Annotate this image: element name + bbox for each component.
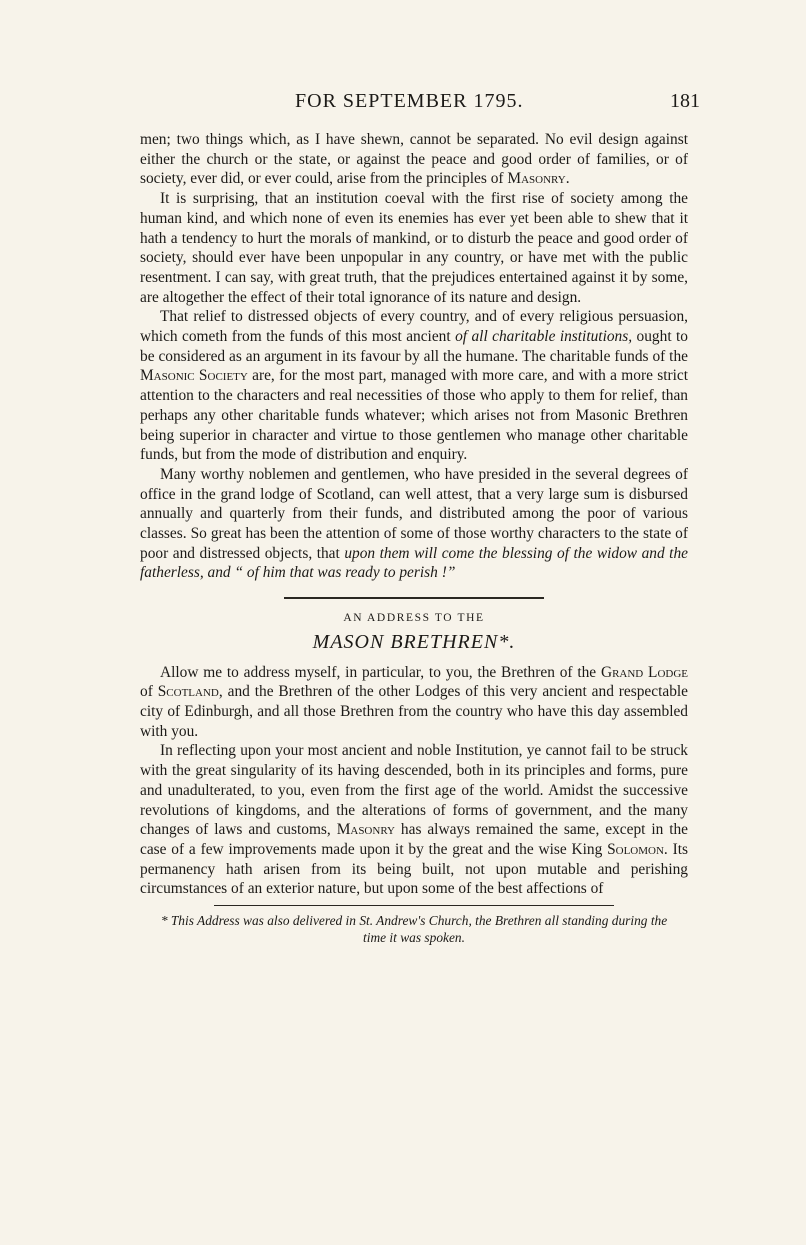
section-divider — [284, 597, 544, 599]
p5-of: of — [140, 683, 153, 701]
paragraph-1 — [140, 130, 688, 189]
p3-masonic-society: Masonic Society — [140, 367, 248, 385]
paragraph-5 — [140, 663, 688, 742]
paragraph-6 — [140, 741, 688, 899]
address-subtitle: AN ADDRESS TO THE — [343, 612, 485, 625]
paragraph-2: It is surprising, that an institution coeval with the first rise of society among the human kind, and which none of even its enemies has ever yet been able to shew that it hath a tendency to hurt the morals of mankind, or to disturb the peace and good order of society, should ever have been unpopular in any country, or have met with the public resentment. I can say, with great truth, that the prejudices entertained against it by some, are altogether the effect of their total ignorance of its nature and design. — [140, 190, 688, 306]
p5-grand-lodge: Grand Lodge — [600, 663, 688, 681]
p6-masonry: Masonry — [336, 821, 395, 839]
p4-italic: upon them will come the blessing of the widow and the fatherless, and “ of him that was ready to perish !” — [140, 544, 688, 582]
p4-text-a: Many worthy noblemen and gentlemen, who have presided in the several degrees of office in the grand lodge of Scotland, can well attest, that a very large sum is disbursed annually and quarterly from their funds, and distributed among the poor of various classes. So great has been the attention of some of those worthy characters to the state of poor and distressed objects, that — [140, 465, 688, 562]
p1-end: . — [565, 170, 570, 188]
address-title: MASON BRETHREN*. — [312, 630, 516, 653]
p6-solomon: Solomon — [607, 840, 664, 858]
p3-text-a: That relief to distressed objects of every country, and of every religious persuasion, which cometh from the funds of this most ancient — [140, 308, 688, 346]
p5-scotland: Scotland, — [157, 683, 223, 701]
p6-text-a: In reflecting upon your most ancient and noble Institution, ye cannot fail to be struck with the great singularity of its having descended, both in its principles and forms, pure and unadulterated, to you, even from the first age of the world. Amidst the successive revolutions of kingdoms, and the alterations of forms of government, and the many changes of laws and customs, — [140, 742, 688, 839]
article-body — [140, 130, 688, 946]
paragraph-3 — [140, 307, 688, 465]
p3-text-c: are, for the most part, managed with more care, and with a more strict attention to the characters and real necessities of those who apply to them for relief, than perhaps any other charitable funds whatever; which arises not from Masonic Brethren being superior in character and virtue to those gentlemen who manage other charitable funds, but from the mode of distribution and enquiry. — [140, 367, 688, 464]
p1-masonry: Masonry — [507, 170, 566, 188]
p3-italic: of all charitable institutions, — [455, 328, 633, 346]
paragraph-4 — [140, 465, 688, 583]
footnote: * This Address was also delivered in St. Andrew's Church, the Brethren all standing during the time it was spoken. — [160, 913, 668, 946]
page-number: 181 — [670, 90, 700, 112]
p1-text: men; two things which, as I have shewn, cannot be separated. No evil design against either the church or the state, or against the peace and good order of families, or of society, ever did, or ever could, arise from the principles of — [140, 131, 688, 188]
p6-text-b: has always remained the same, except in the case of a few improvements made upon it by the great and the wise King — [140, 821, 689, 858]
p5-text-a: Allow me to address myself, in particular, to you, the Brethren of the — [160, 663, 597, 681]
page-header — [140, 90, 700, 114]
p3-text-b: ought to be considered as an argument in its favour by all the humane. The charitable funds of the — [140, 328, 688, 365]
p6-text-c: . Its permanency hath arisen from its being built, not upon mutable and perishing circumstances of an exterior nature, but upon some of the best affections of — [140, 840, 688, 898]
running-head: FOR SEPTEMBER 1795. — [295, 90, 524, 112]
p5-text-b: and the Brethren of the other Lodges of this very ancient and respectable city of Edinburgh, and all those Brethren from the country who have this day assembled with you. — [140, 683, 689, 740]
footnote-divider — [214, 905, 614, 906]
